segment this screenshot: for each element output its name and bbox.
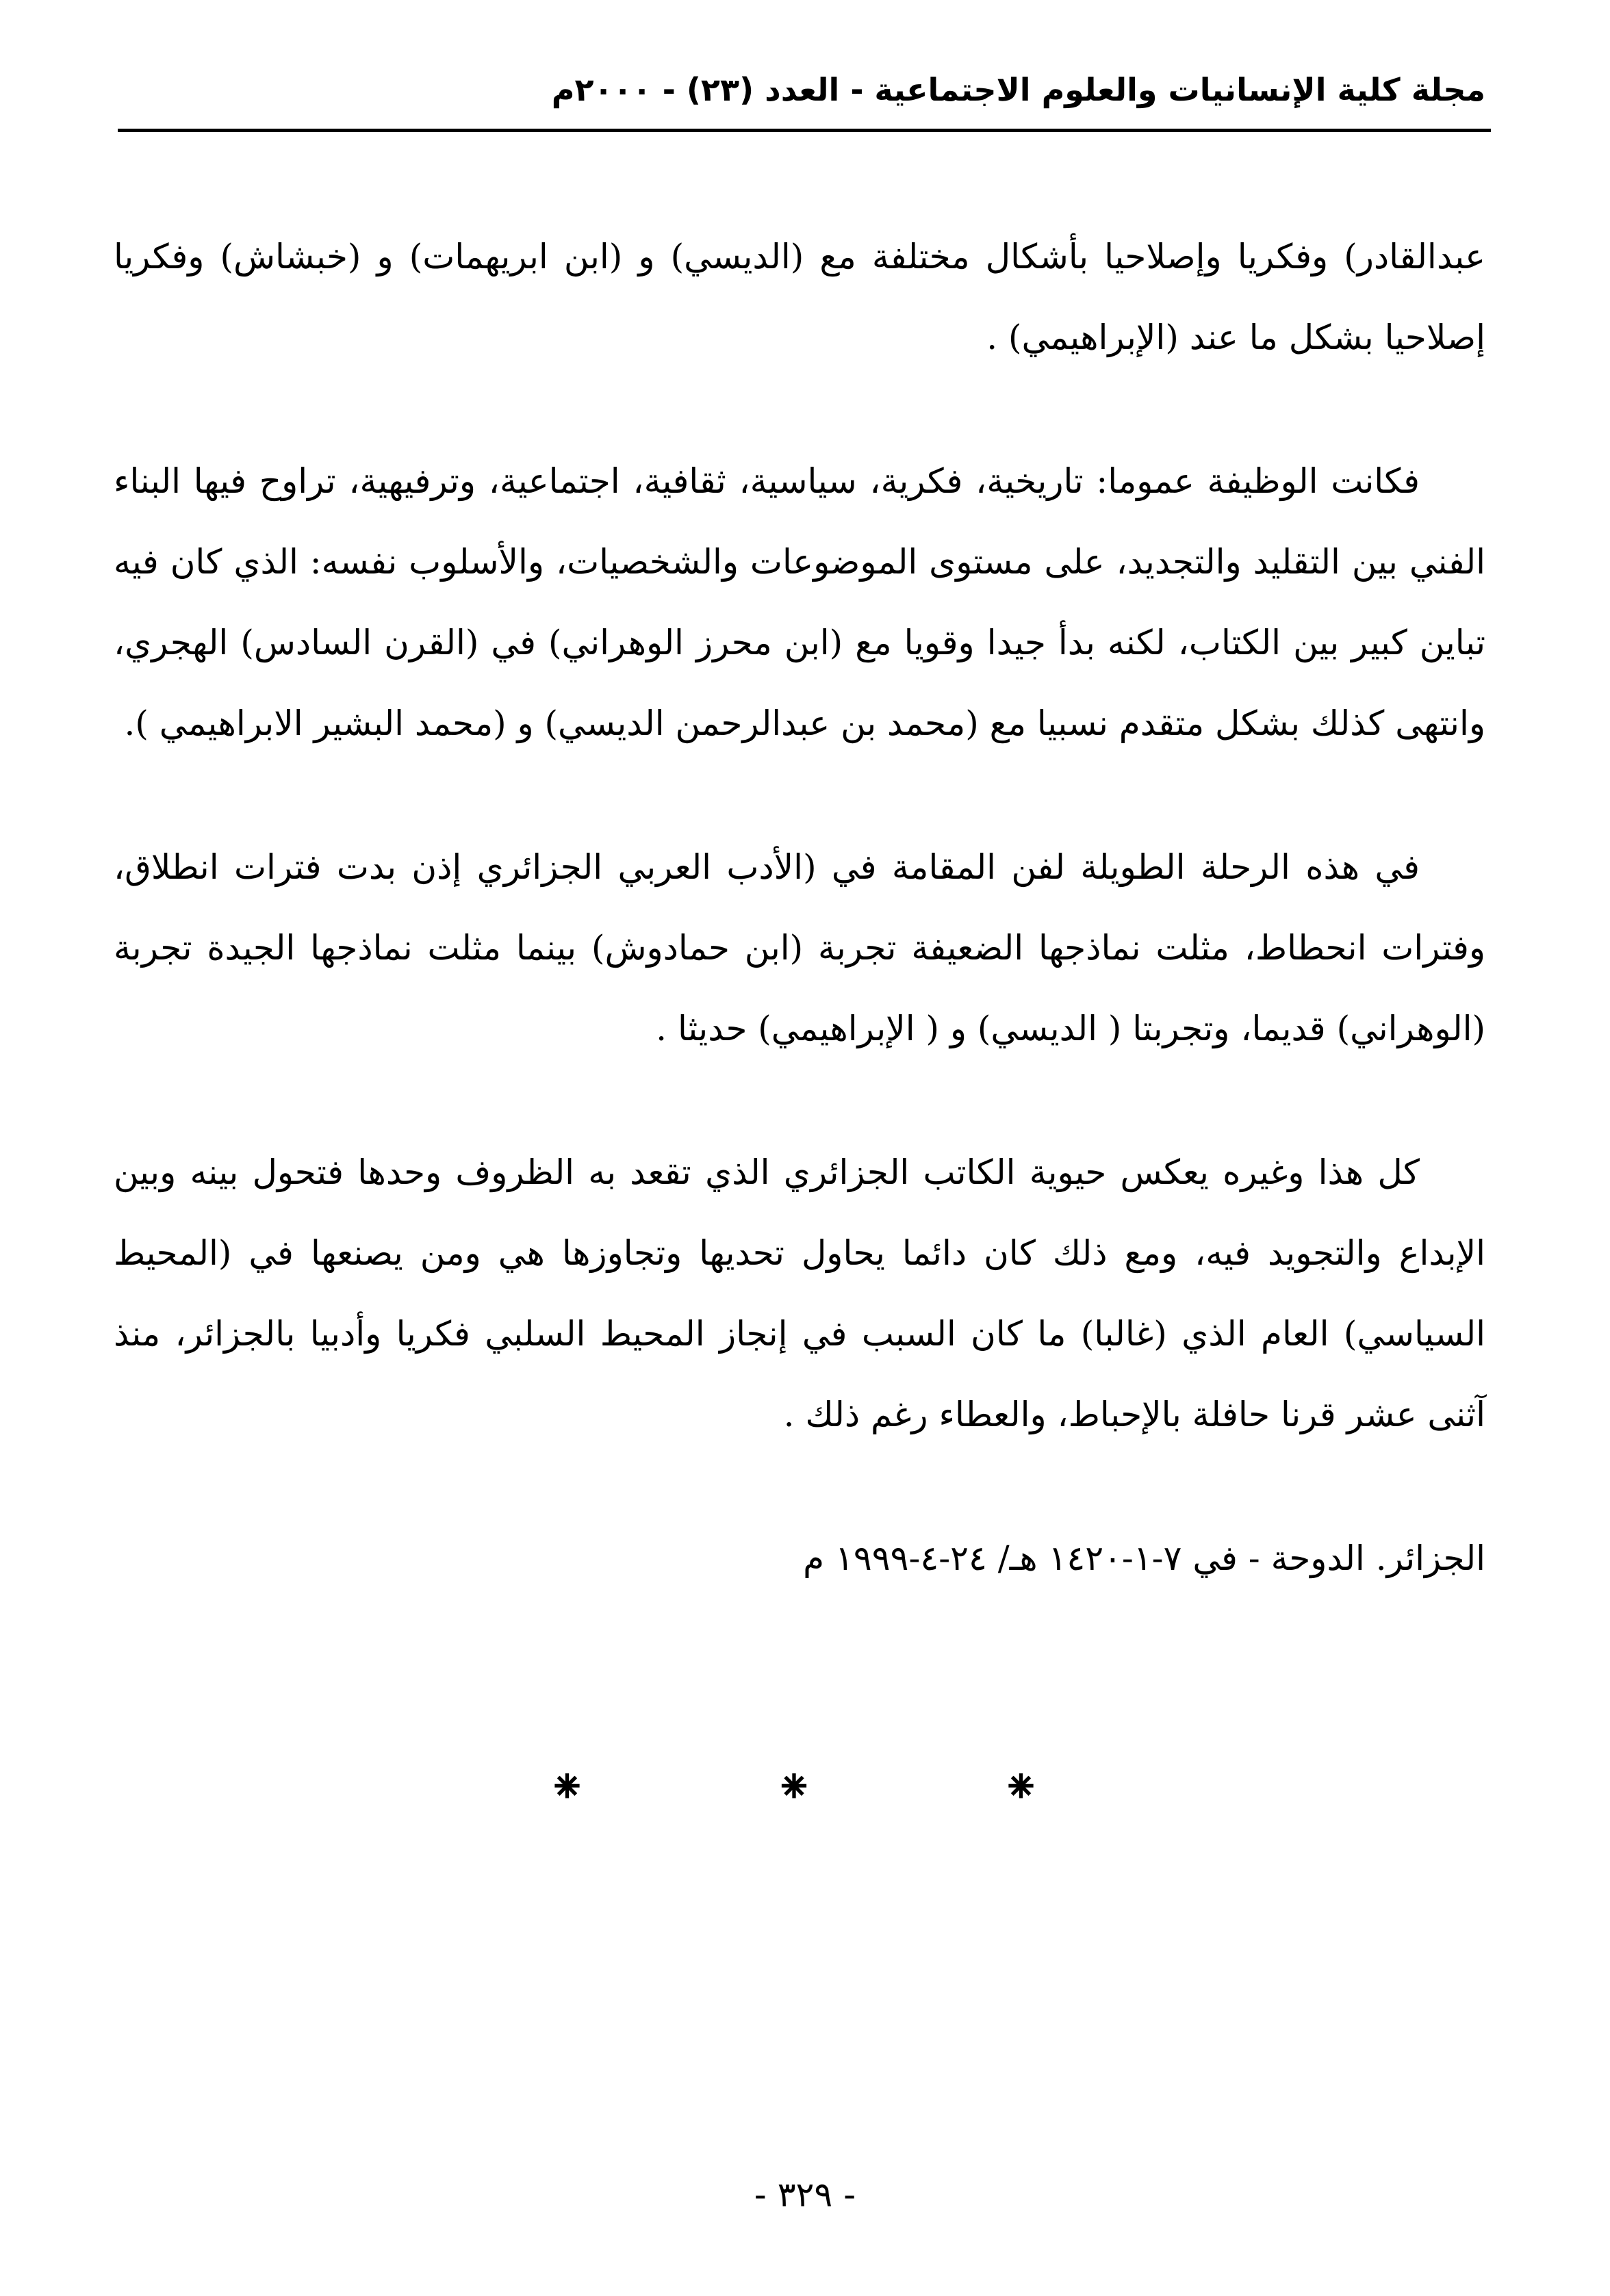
- asterism-star-icon: ⁕: [774, 1760, 814, 1814]
- section-end-ornament: [548, 1760, 1040, 1815]
- paragraph-2: فكانت الوظيفة عموما: تاريخية، فكرية، سياسية، ثقافية، اجتماعية، وترفيهية، تراوح فيها البناء الفني بين التقليد والتجديد، على مستوى الموضوعات والشخصيات، والأسلوب نفسه: الذي كان فيه تباين كبير بين الكتاب، لكنه بدأ جيدا وقويا مع (ابن محرز الوهراني) في (القرن السادس) الهجري، وانتهى كذلك بشكل متقدم نسبيا مع (محمد بن عبدالرحمن الديسي) و (محمد البشير الابراهيمي ).: [114, 461, 1486, 743]
- body-text: [114, 216, 1485, 1599]
- running-header: مجلة كلية الإنسانيات والعلوم الاجتماعية - العدد (٢٣) - ٢٠٠٠م: [551, 71, 1485, 108]
- header-rule: [118, 129, 1491, 132]
- asterism-star-icon: ⁕: [1001, 1760, 1040, 1814]
- paragraph-1: عبدالقادر) وفكريا وإصلاحيا بأشكال مختلفة مع (الديسي) و (ابن ابريهمات) و (خبشاش) وفكريا إصلاحيا بشكل ما عند (الإبراهيمي) .: [114, 237, 1485, 357]
- asterism-star-icon: ⁕: [548, 1760, 587, 1814]
- page-number: - ٣٢٩ -: [754, 2175, 856, 2215]
- paragraph-4: كل هذا وغيره يعكس حيوية الكاتب الجزائري الذي تقعد به الظروف وحدها فتحول بينه وبين الإبداع والتجويد فيه، ومع ذلك كان دائما يحاول تحديها وتجاوزها هي ومن يصنعها في (المحيط السياسي) العام الذي (غالبا) ما كان السبب في إنجاز المحيط السلبي فكريا وأدبيا بالجزائر، منذ آثنى عشر قرنا حافلة بالإحباط، والعطاء رغم ذلك .: [114, 1152, 1485, 1434]
- paragraph-3: في هذه الرحلة الطويلة لفن المقامة في (الأدب العربي الجزائري إذن بدت فترات انطلاق، وفترات انحطاط، مثلت نماذجها الضعيفة تجربة (ابن حمادوش) بينما مثلت نماذجها الجيدة تجربة (الوهراني) قديما، وتجربتا ( الديسي) و ( الإبراهيمي) حديثا .: [114, 847, 1485, 1048]
- place-date-line: الجزائر. الدوحة - في ٧-١-١٤٢٠ هـ/ ٢٤-٤-١٩٩٩ م: [803, 1538, 1485, 1578]
